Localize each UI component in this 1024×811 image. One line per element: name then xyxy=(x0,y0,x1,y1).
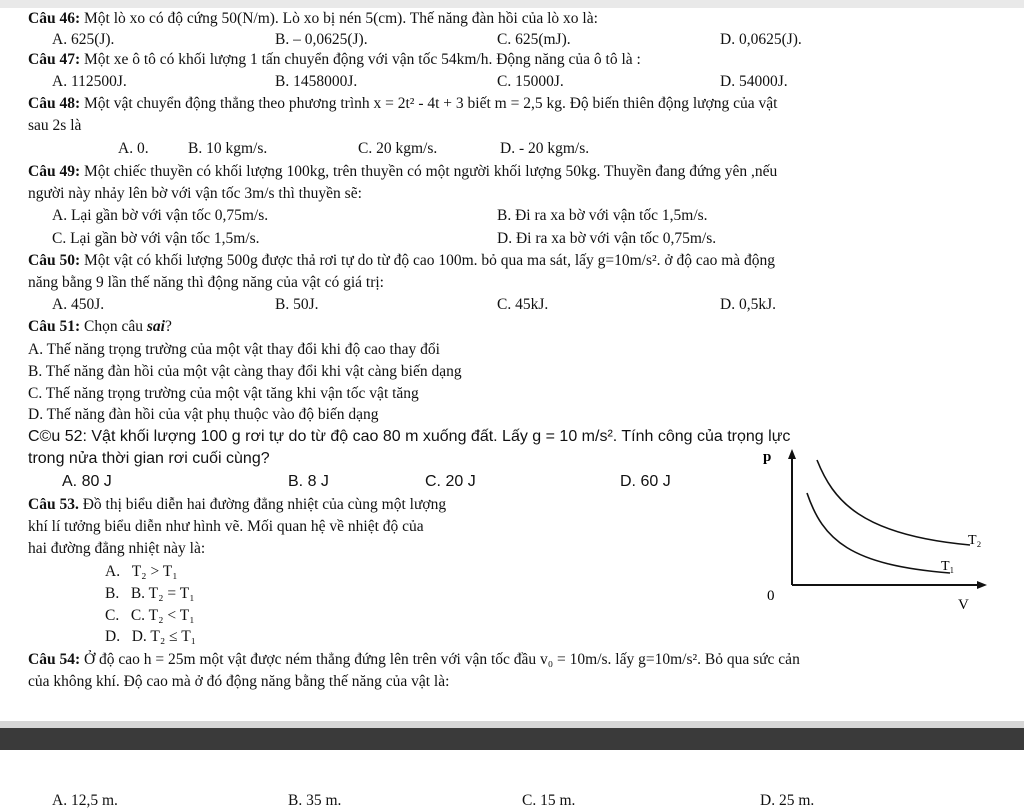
v-axis-arrow xyxy=(977,581,987,589)
q49-stem-cont: người này nhảy lên bờ với vận tốc 3m/s thì thuyền sẽ: xyxy=(28,185,362,202)
q52-stem-cont: trong nửa thời gian rơi cuối cùng? xyxy=(28,450,270,467)
q46-option-a: A. 625(J). xyxy=(52,31,115,48)
q53-option-c: C. C. T₂ < T₁ xyxy=(105,607,195,624)
q50-option-b: B. 50J. xyxy=(275,296,319,313)
q50-option-a: A. 450J. xyxy=(52,296,105,313)
t2-label: T₂ xyxy=(968,533,982,548)
q52-stem: C©u 52: Vật khối lượng 100 g rơi tự do từ độ cao 80 m xuống đất. Lấy g = 10 m/s². Tính công của trọng lực xyxy=(28,428,791,445)
next-page xyxy=(0,750,1024,811)
q53-stem-line3: hai đường đẳng nhiệt này là: xyxy=(28,540,206,557)
q54-option-d: D. 25 m. xyxy=(760,792,815,809)
q52-option-d: D. 60 J xyxy=(620,473,671,490)
q49-stem: Câu 49: Một chiếc thuyền có khối lượng 100kg, trên thuyền có một người khối lượng 50kg. Thuyền đang đứng yên ,nếu xyxy=(28,163,778,180)
q53-option-a: A. T₂ > T₁ xyxy=(105,563,178,580)
q54-option-a: A. 12,5 m. xyxy=(52,792,118,809)
q49-option-b: B. Đi ra xa bờ với vận tốc 1,5m/s. xyxy=(497,207,708,224)
q53-stem-line1: Câu 53. Đồ thị biểu diễn hai đường đẳng nhiệt của cùng một lượng xyxy=(28,496,447,513)
q47-stem: Câu 47: Một xe ô tô có khối lượng 1 tấn chuyển động với vận tốc 54km/h. Động năng của ô tô là : xyxy=(28,51,641,68)
q47-option-b: B. 1458000J. xyxy=(275,73,358,90)
t1-label: T₁ xyxy=(941,559,955,574)
p-axis-label: p xyxy=(763,449,772,465)
q48-option-c: C. 20 kgm/s. xyxy=(358,140,438,157)
q46-stem: Câu 46: Một lò xo có độ cứng 50(N/m). Lò xo bị nén 5(cm). Thế năng đàn hồi của lò xo là: xyxy=(28,10,598,27)
isotherm-curve-t2 xyxy=(817,460,970,545)
q54-option-c: C. 15 m. xyxy=(522,792,576,809)
q48-stem: Câu 48: Một vật chuyển động thẳng theo phương trình x = 2t² - 4t + 3 biết m = 2,5 kg. Độ biến thiên động lượng của vật xyxy=(28,95,778,112)
q51-option-d: D. Thế năng đàn hồi của vật phụ thuộc vào độ biến dạng xyxy=(28,406,379,423)
q51-option-c: C. Thế năng trọng trường của một vật tăng khi vận tốc vật tăng xyxy=(28,385,419,402)
q53-option-b: B. B. T₂ = T₁ xyxy=(105,585,195,602)
q49-option-c: C. Lại gần bờ với vận tốc 1,5m/s. xyxy=(52,230,260,247)
q49-option-d: D. Đi ra xa bờ với vận tốc 0,75m/s. xyxy=(497,230,717,247)
q54-stem: Câu 54: Ở độ cao h = 25m một vật được ném thẳng đứng lên trên với vận tốc đầu v₀ = 10m/s. lấy g=10m/s². Bỏ qua sức cản xyxy=(28,651,800,668)
q46-option-b: B. – 0,0625(J). xyxy=(275,31,368,48)
q53-option-d: D. D. T₂ ≤ T₁ xyxy=(105,628,197,645)
top-edge xyxy=(0,0,1024,8)
q48-option-b: B. 10 kgm/s. xyxy=(188,140,268,157)
q53-stem-line2: khí lí tưởng biểu diễn như hình vẽ. Mối quan hệ về nhiệt độ của xyxy=(28,518,424,535)
q48-option-a: A. 0. xyxy=(118,140,149,157)
q50-option-c: C. 45kJ. xyxy=(497,296,549,313)
q52-option-a: A. 80 J xyxy=(62,473,112,490)
q50-stem: Câu 50: Một vật có khối lượng 500g được thả rơi tự do từ độ cao 100m. bỏ qua ma sát, lấy g=10m/s². ở độ cao mà động xyxy=(28,252,776,269)
q50-stem-cont: năng bằng 9 lần thế năng thì động năng của vật có giá trị: xyxy=(28,274,384,291)
q49-option-a: A. Lại gần bờ với vận tốc 0,75m/s. xyxy=(52,207,269,224)
origin-label: 0 xyxy=(767,588,775,604)
q47-option-c: C. 15000J. xyxy=(497,73,564,90)
page-break-shadow xyxy=(0,721,1024,728)
q47-option-d: D. 54000J. xyxy=(720,73,788,90)
q50-option-d: D. 0,5kJ. xyxy=(720,296,776,313)
q54-option-b: B. 35 m. xyxy=(288,792,342,809)
isotherm-curve-t1 xyxy=(807,493,950,573)
q52-option-b: B. 8 J xyxy=(288,473,329,490)
q54-stem-cont: của không khí. Độ cao mà ở đó động năng bằng thế năng của vật là: xyxy=(28,673,450,690)
q51-option-a: A. Thế năng trọng trường của một vật thay đổi khi độ cao thay đổi xyxy=(28,341,440,358)
p-axis-arrow xyxy=(788,449,796,459)
q51-option-b: B. Thế năng đàn hồi của một vật càng thay đổi khi vật càng biến dạng xyxy=(28,363,462,380)
q51-stem: Câu 51: Chọn câu sai? xyxy=(28,318,172,335)
q48-option-d: D. - 20 kgm/s. xyxy=(500,140,590,157)
isotherm-graph xyxy=(755,445,995,620)
q47-option-a: A. 112500J. xyxy=(52,73,127,90)
page-break xyxy=(0,728,1024,750)
v-axis-label: V xyxy=(958,597,969,613)
q52-option-c: C. 20 J xyxy=(425,473,476,490)
q48-stem-cont: sau 2s là xyxy=(28,117,82,134)
q46-option-d: D. 0,0625(J). xyxy=(720,31,802,48)
q46-option-c: C. 625(mJ). xyxy=(497,31,571,48)
